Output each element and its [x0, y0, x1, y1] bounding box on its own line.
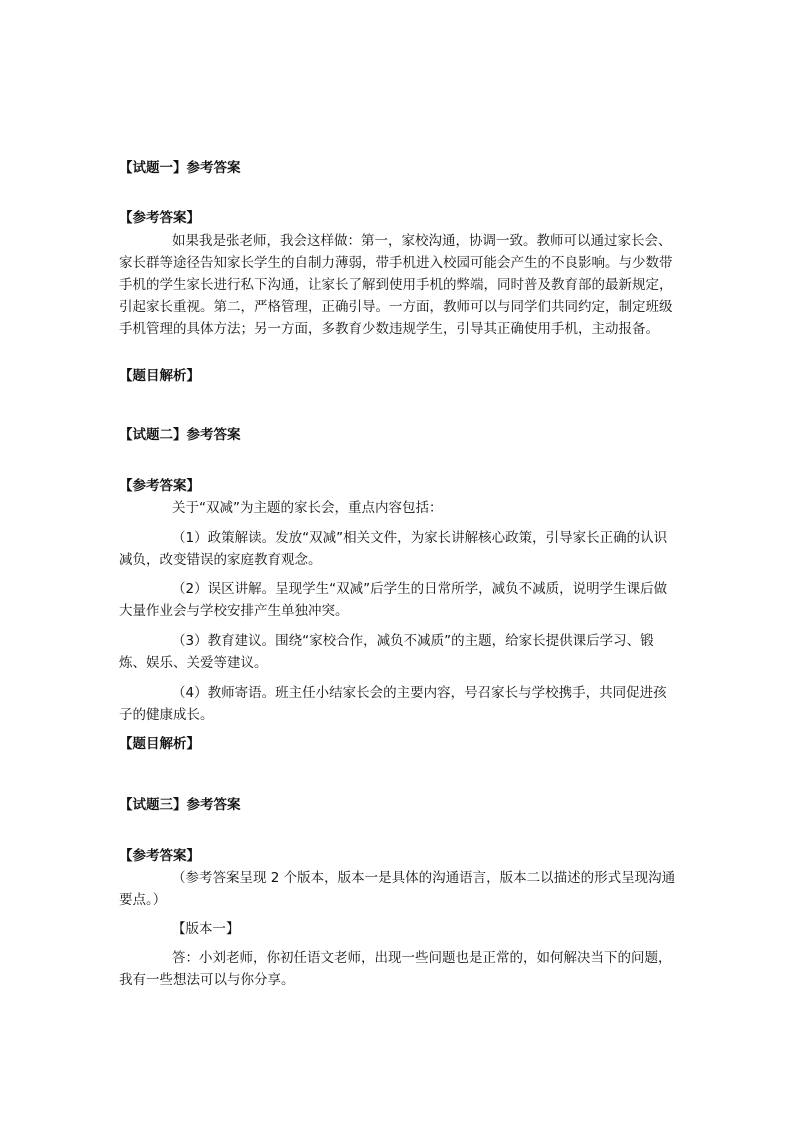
section-1-title: 【试题一】参考答案: [119, 160, 241, 176]
section-1-answer-text: 如果我是张老师，我会这样做：第一，家校沟通，协调一致。教师可以通过家长会、家长群等途径告知家长学生的自制力薄弱，带手机进入校园可能会产生的不良影响。与少数带手机的学生家长进行私下沟通，让家长了解到使用手机的弊端，同时普及教育部的最新规定，引起家长重视。第二，严格管理，正确引导。一方面，教师可以与同学们共同约定，制定班级手机管理的具体方法；另一方面，多教育少数违规学生，引导其正确使用手机，主动报备。: [119, 233, 673, 337]
section-3-version-text: 答：小刘老师，你初任语文老师，出现一些问题也是正常的，如何解决当下的问题，我有一些想法可以与你分享。: [119, 950, 672, 988]
section-2-point-4: （4）教师寄语。班主任小结家长会的主要内容，号召家长与学校携手，共同促进孩子的健康成长。: [119, 685, 667, 723]
section-3-note: （参考答案呈现 2 个版本，版本一是具体的沟通语言，版本二以描述的形式呈现沟通要点。）: [119, 870, 676, 908]
section-2-title: 【试题二】参考答案: [119, 427, 241, 443]
section-2-point-2: （2）误区讲解。呈现学生“双减”后学生的日常所学，减负不减质，说明学生课后做大量作业会与学校安排产生单独冲突。: [119, 581, 668, 619]
section-3-version-label: 【版本一】: [172, 921, 240, 937]
section-2-point-3: （3）教育建议。围绕“家校合作，减负不减质”的主题，给家长提供课后学习、锻炼、娱乐、关爱等建议。: [119, 633, 654, 671]
section-2-answer-label: 【参考答案】: [119, 478, 200, 494]
section-2-intro: 关于“双减”为主题的家长会，重点内容包括：: [172, 500, 443, 516]
section-1-analysis-label: 【题目解析】: [119, 368, 200, 384]
section-3-answer-label: 【参考答案】: [119, 848, 200, 864]
section-1-answer-label: 【参考答案】: [119, 210, 200, 226]
section-3-title: 【试题三】参考答案: [119, 797, 241, 813]
section-2-analysis-label: 【题目解析】: [119, 736, 200, 752]
section-2-point-1: （1）政策解读。发放“双减”相关文件，为家长讲解核心政策，引导家长正确的认识减负，改变错误的家庭教育观念。: [119, 530, 668, 568]
